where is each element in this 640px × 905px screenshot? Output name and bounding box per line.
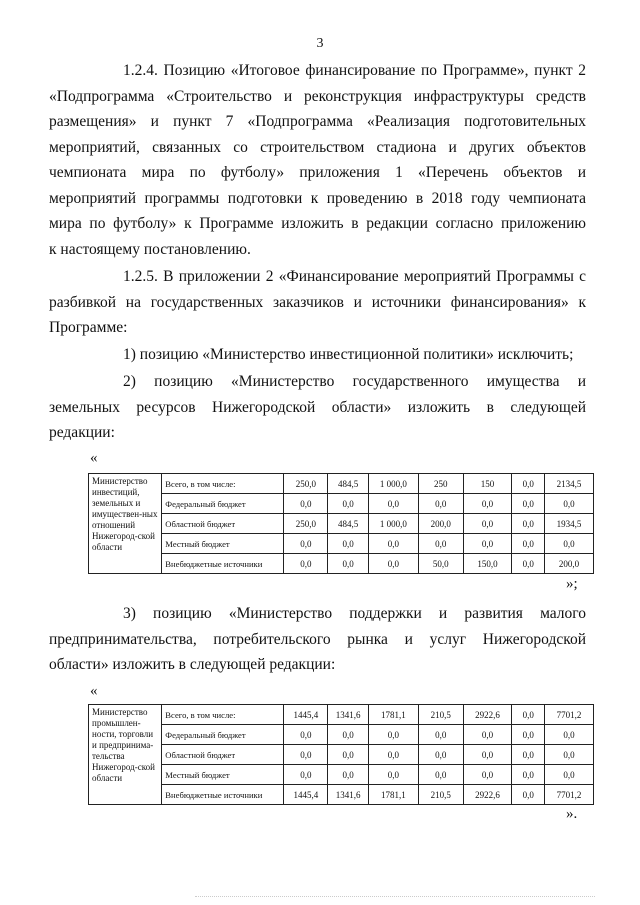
text-line: 1.2.4. Позицию «Итоговое финансирование по Программе», пункт 2 (123, 62, 586, 79)
financing-table-2 (88, 704, 594, 805)
funding-source-cell: Внебюджетные источники (162, 554, 284, 574)
amount-cell: 50,0 (418, 554, 463, 574)
amount-cell: 0,0 (328, 494, 369, 514)
amount-cell: 0,0 (463, 745, 512, 765)
amount-cell: 484,5 (328, 474, 369, 494)
customer-name-cell: Министерство промышлен-ности, торговли и предпринима-тельства Нижегород-ской области (89, 705, 162, 805)
amount-cell: 0,0 (418, 534, 463, 554)
amount-cell: 0,0 (328, 765, 369, 785)
paragraph-1-2-5 (49, 264, 586, 341)
text-line: 2) позицию «Министерство государственного имущества и (123, 373, 586, 390)
amount-cell: 200,0 (545, 554, 594, 574)
amount-cell: 0,0 (512, 554, 545, 574)
amount-cell: 0,0 (545, 494, 594, 514)
amount-cell: 2134,5 (545, 474, 594, 494)
funding-source-cell: Областной бюджет (162, 745, 284, 765)
text-line: мероприятий программы подготовки к проведению в 2018 году чемпионата (49, 189, 586, 207)
amount-cell: 1341,6 (328, 705, 369, 725)
text-line: предпринимательства, потребительского рынка и услуг Нижегородской (49, 630, 586, 648)
amount-cell: 0,0 (368, 554, 418, 574)
funding-source-cell: Федеральный бюджет (162, 494, 284, 514)
amount-cell: 0,0 (328, 534, 369, 554)
amount-cell: 250,0 (284, 474, 328, 494)
table-row (89, 534, 594, 554)
amount-cell: 0,0 (512, 765, 545, 785)
amount-cell: 7701,2 (545, 785, 594, 805)
amount-cell: 210,5 (418, 785, 463, 805)
amount-cell: 0,0 (512, 474, 545, 494)
closing-quote: ». (566, 806, 578, 822)
scan-artifact-line (195, 896, 595, 897)
amount-cell: 1445,4 (284, 785, 328, 805)
amount-cell: 0,0 (512, 705, 545, 725)
amount-cell: 0,0 (463, 725, 512, 745)
amount-cell: 250 (418, 474, 463, 494)
table-row (89, 765, 594, 785)
table-row (89, 725, 594, 745)
amount-cell: 0,0 (463, 494, 512, 514)
amount-cell: 1 000,0 (368, 514, 418, 534)
amount-cell: 0,0 (328, 554, 369, 574)
table-row (89, 494, 594, 514)
amount-cell: 0,0 (328, 745, 369, 765)
amount-cell: 2922,6 (463, 785, 512, 805)
text-line: 1) позицию «Министерство инвестиционной политики» исключить; (123, 346, 574, 363)
amount-cell: 2922,6 (463, 705, 512, 725)
text-line: размещения» и пункт 7 «Подпрограмма «Реализация подготовительных (49, 113, 586, 130)
amount-cell: 0,0 (368, 534, 418, 554)
amount-cell: 1934,5 (545, 514, 594, 534)
text-line: 3) позицию «Министерство поддержки и развития малого (123, 605, 586, 622)
amount-cell: 0,0 (284, 745, 328, 765)
paragraph-1-2-4 (49, 58, 586, 262)
amount-cell: 1781,1 (368, 785, 418, 805)
table-row (89, 745, 594, 765)
text-line: мероприятий, связанных со строительством стадиона и других объектов (49, 138, 586, 156)
amount-cell: 0,0 (368, 765, 418, 785)
text-line: редакции: (49, 424, 115, 441)
text-line: к настоящему постановлению. (49, 240, 251, 258)
amount-cell: 7701,2 (545, 705, 594, 725)
text-line: разбивкой на государственных заказчиков и источники финансирования» к (49, 293, 586, 311)
amount-cell: 1 000,0 (368, 474, 418, 494)
amount-cell: 0,0 (418, 494, 463, 514)
amount-cell: 0,0 (512, 745, 545, 765)
amount-cell: 1781,1 (368, 705, 418, 725)
amount-cell: 0,0 (512, 725, 545, 745)
amount-cell: 0,0 (284, 554, 328, 574)
paragraph-item-3 (49, 601, 586, 678)
amount-cell: 0,0 (512, 785, 545, 805)
customer-name-cell: Министерство инвестиций, земельных и имуществен-ных отношений Нижегород-ской области (89, 474, 162, 574)
amount-cell: 250,0 (284, 514, 328, 534)
amount-cell: 0,0 (545, 534, 594, 554)
amount-cell: 0,0 (368, 725, 418, 745)
table-row (89, 705, 594, 725)
amount-cell: 0,0 (418, 765, 463, 785)
amount-cell: 200,0 (418, 514, 463, 534)
amount-cell: 0,0 (545, 765, 594, 785)
amount-cell: 150,0 (463, 554, 512, 574)
text-line: «Подпрограмма «Строительство и реконструкция инфраструктуры средств (49, 87, 586, 105)
amount-cell: 0,0 (545, 725, 594, 745)
funding-source-cell: Внебюджетные источники (162, 785, 284, 805)
table-row (89, 554, 594, 574)
amount-cell: 0,0 (368, 494, 418, 514)
opening-quote: « (90, 683, 98, 699)
amount-cell: 0,0 (512, 494, 545, 514)
amount-cell: 150 (463, 474, 512, 494)
funding-source-cell: Местный бюджет (162, 765, 284, 785)
amount-cell: 0,0 (368, 745, 418, 765)
amount-cell: 0,0 (463, 765, 512, 785)
amount-cell: 0,0 (418, 725, 463, 745)
text-line: 1.2.5. В приложении 2 «Финансирование мероприятий Программы с (123, 268, 586, 285)
text-line: Программе: (49, 319, 128, 336)
financing-table-1 (88, 473, 594, 574)
amount-cell: 0,0 (463, 534, 512, 554)
closing-quote: »; (566, 576, 578, 592)
amount-cell: 0,0 (512, 534, 545, 554)
text-line: области» изложить в следующей редакции: (49, 656, 336, 673)
amount-cell: 0,0 (284, 534, 328, 554)
funding-source-cell: Местный бюджет (162, 534, 284, 554)
funding-source-cell: Областной бюджет (162, 514, 284, 534)
text-line: земельных ресурсов Нижегородской области» изложить в следующей (49, 398, 586, 416)
text-line: мира по футболу» к Программе изложить в редакции согласно приложению (49, 215, 586, 232)
table-row (89, 785, 594, 805)
amount-cell: 210,5 (418, 705, 463, 725)
funding-source-cell: Всего, в том числе: (162, 705, 284, 725)
amount-cell: 0,0 (284, 765, 328, 785)
amount-cell: 0,0 (328, 725, 369, 745)
amount-cell: 0,0 (284, 725, 328, 745)
amount-cell: 0,0 (284, 494, 328, 514)
amount-cell: 1341,6 (328, 785, 369, 805)
paragraph-item-2 (49, 369, 586, 446)
table-row (89, 514, 594, 534)
opening-quote: « (90, 450, 98, 466)
table-row (89, 474, 594, 494)
page-number: 3 (316, 36, 324, 51)
amount-cell: 1445,4 (284, 705, 328, 725)
funding-source-cell: Федеральный бюджет (162, 725, 284, 745)
amount-cell: 0,0 (418, 745, 463, 765)
amount-cell: 484,5 (328, 514, 369, 534)
amount-cell: 0,0 (512, 514, 545, 534)
text-line: чемпионата мира по футболу» приложения 1 «Перечень объектов и (49, 164, 586, 181)
paragraph-item-1 (86, 342, 586, 368)
funding-source-cell: Всего, в том числе: (162, 474, 284, 494)
amount-cell: 0,0 (463, 514, 512, 534)
amount-cell: 0,0 (545, 745, 594, 765)
